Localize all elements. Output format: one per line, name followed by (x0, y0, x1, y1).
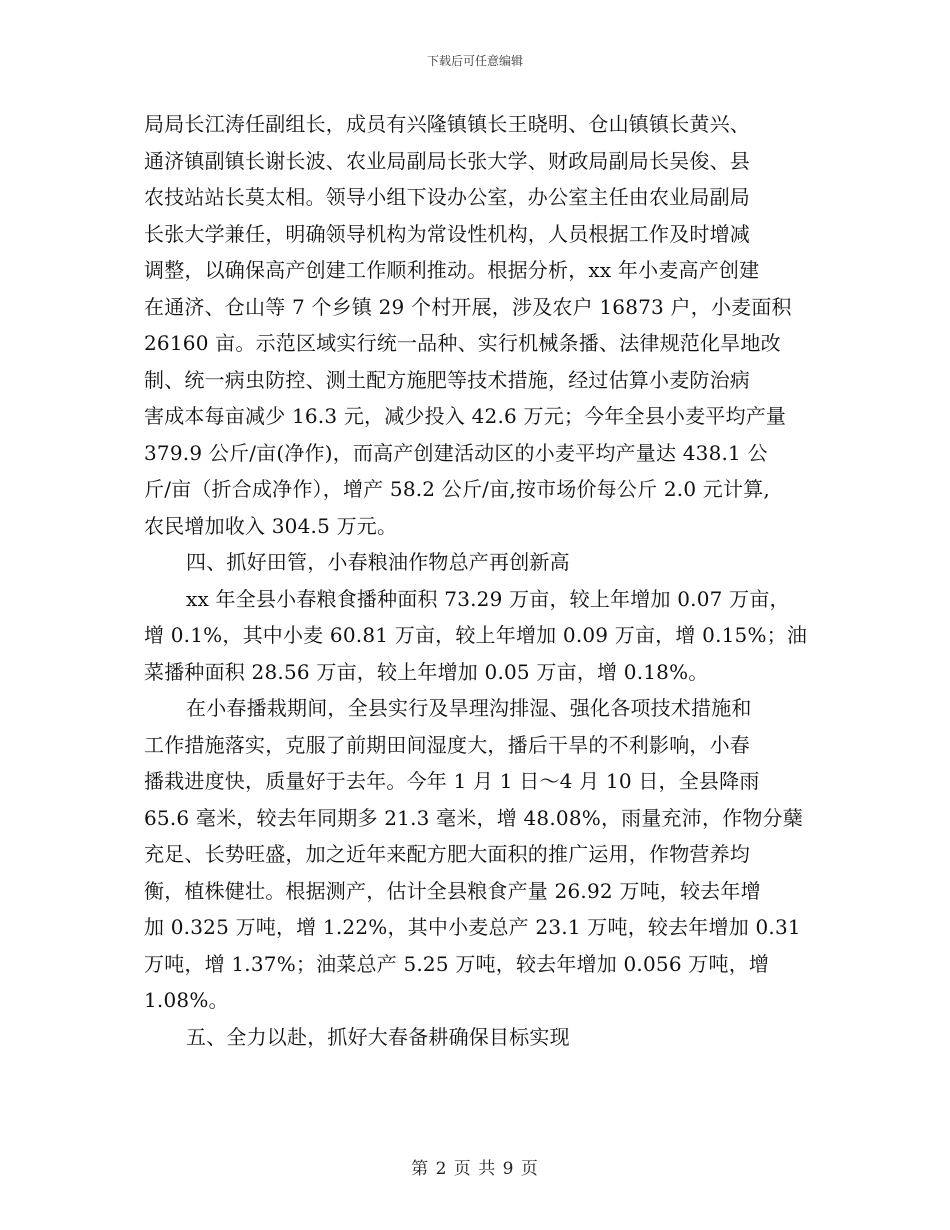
text-line: 斤/亩（折合成净作），增产 58.2 公斤/亩,按市场价每公斤 2.0 元计算, (144, 477, 770, 501)
page-number: 第 2 页 共 9 页 (411, 1159, 539, 1179)
text-line: 四、抓好田管，小春粮油作物总产再创新高 (186, 550, 570, 574)
text-line: 农技站站长莫太相。领导小组下设办公室，办公室主任由农业局副局 (144, 185, 750, 209)
text-line: 379.9 公斤/亩(净作)，而高产创建活动区的小麦平均产量达 438.1 公 (144, 440, 768, 465)
text-line: 增 0.1%，其中小麦 60.81 万亩，较上年增加 0.09 万亩，增 0.15%；油 (144, 623, 808, 647)
text-line: 万吨，增 1.37%；油菜总产 5.25 万吨，较去年增加 0.056 万吨，增 (144, 951, 770, 976)
text-line: 菜播种面积 28.56 万亩，较上年增加 0.05 万亩，增 0.18%。 (144, 659, 709, 684)
text-line: xx 年全县小春粮食播种面积 73.29 万亩，较上年增加 0.07 万亩， (186, 586, 790, 611)
text-line: 在小春播栽期间，全县实行及旱理沟排湿、强化各项技术措施和 (186, 696, 752, 720)
text-line: 在通济、仓山等 7 个乡镇 29 个村开展，涉及农户 16873 户，小麦面积 (144, 294, 792, 319)
text-line: 农民增加收入 304.5 万元。 (144, 513, 398, 538)
text-line: 五、全力以赴，抓好大春备耕确保目标实现 (186, 1024, 570, 1049)
text-line: 工作措施落实，克服了前期田间湿度大，播后干旱的不利影响，小春 (144, 732, 750, 757)
text-line: 局局长江涛任副组长，成员有兴隆镇镇长王晓明、仓山镇镇长黄兴、 (144, 112, 750, 136)
text-line: 充足、长势旺盛，加之近年来配方肥大面积的推广运用，作物营养均 (144, 842, 750, 866)
text-line: 播栽进度快，质量好于去年。今年 1 月 1 日～4 月 10 日，全县降雨 (144, 769, 760, 793)
text-line: 衡，植株健壮。根据测产，估计全县粮食产量 26.92 万吨，较去年增 (144, 878, 761, 903)
text-line: 调整，以确保高产创建工作顺利推动。根据分析，xx 年小麦高产创建 (144, 258, 760, 282)
text-line: 制、统一病虫防控、测土配方施肥等技术措施，经过估算小麦防治病 (144, 367, 750, 392)
document-body (144, 106, 814, 1055)
text-line: 通济镇副镇长谢长波、农业局副局长张大学、财政局副局长吴俊、县 (144, 148, 750, 173)
text-line: 加 0.325 万吨，增 1.22%，其中小麦总产 23.1 万吨，较去年增加 0.31 (144, 915, 801, 939)
header-note: 下载后可任意编辑 (426, 54, 523, 68)
text-line: 长张大学兼任，明确领导机构为常设性机构，人员根据工作及时增减 (144, 221, 750, 246)
text-line: 65.6 毫米，较去年同期多 21.3 毫米，增 48.08%，雨量充沛，作物分蘖 (144, 805, 803, 830)
text-line: 1.08%。 (144, 988, 229, 1012)
text-line: 害成本每亩减少 16.3 元，减少投入 42.6 万元；今年全县小麦平均产量 (144, 404, 787, 428)
text-line: 26160 亩。示范区域实行统一品种、实行机械条播、法律规范化旱地改 (144, 331, 781, 355)
